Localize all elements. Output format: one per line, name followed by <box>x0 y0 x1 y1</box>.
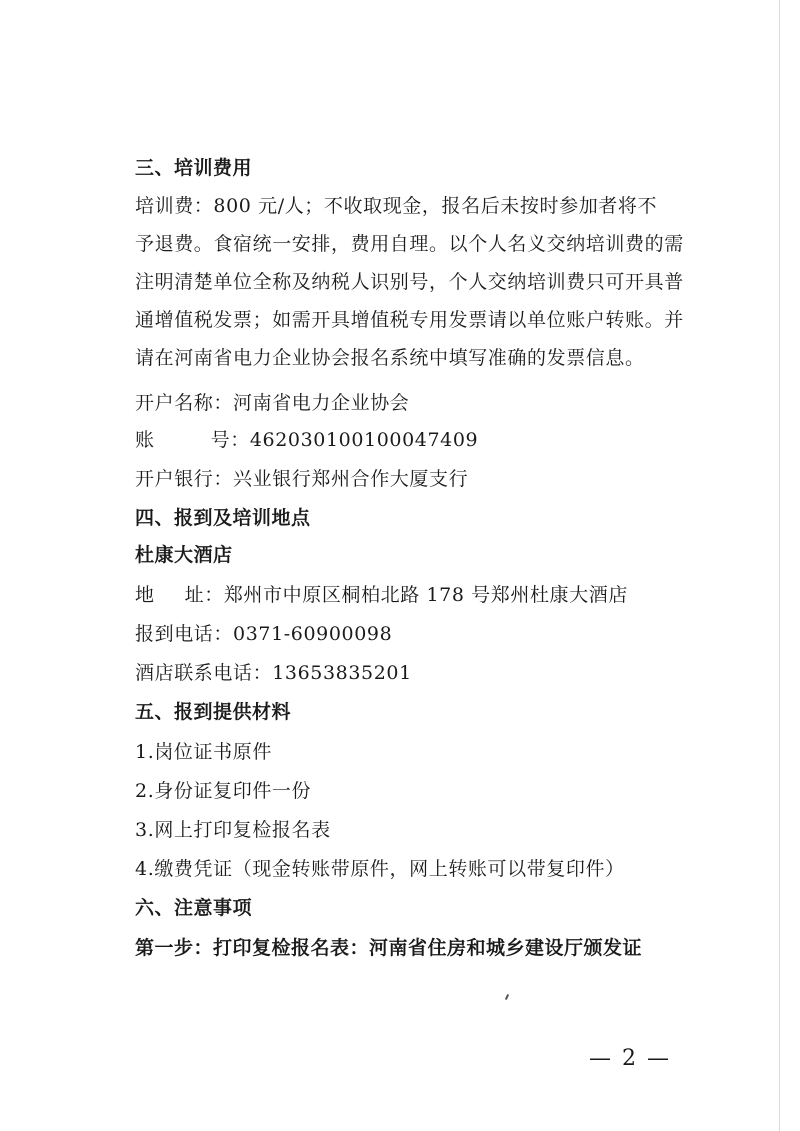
address-label-part2: 址： <box>184 584 224 606</box>
account-number-line <box>135 427 478 453</box>
paragraph-line: 注明清楚单位全称及纳税人识别号，个人交纳培训费只可开具普 <box>135 271 684 293</box>
section-4-heading: 四、报到及培训地点 <box>135 507 311 529</box>
account-number-label-part1: 账 <box>135 429 155 451</box>
paragraph-line: 予退费。食宿统一安排，费用自理。以个人名义交纳培训费的需 <box>135 233 684 255</box>
section-6-heading: 六、注意事项 <box>135 897 253 919</box>
address-value: 郑州市中原区桐柏北路 178 号郑州杜康大酒店 <box>223 584 628 606</box>
material-item: 1.岗位证书原件 <box>135 741 272 763</box>
bank-line: 开户银行：兴业银行郑州合作大厦支行 <box>135 468 469 490</box>
scan-speck <box>505 994 509 1000</box>
paragraph-line: 请在河南省电力企业协会报名系统中填写准确的发票信息。 <box>135 347 645 369</box>
address-line <box>135 582 628 608</box>
page-number: — 2 — <box>589 1046 671 1071</box>
section-5-heading: 五、报到提供材料 <box>135 701 292 723</box>
step-1-line: 第一步：打印复检报名表：河南省住房和城乡建设厅颁发证 <box>135 937 643 959</box>
account-number-value: 462030100100047409 <box>249 429 479 451</box>
material-item: 4.缴费凭证（现金转账带原件，网上转账可以带复印件） <box>135 858 625 880</box>
material-item: 3.网上打印复检报名表 <box>135 819 331 841</box>
hotel-name: 杜康大酒店 <box>135 544 233 566</box>
account-name-line: 开户名称：河南省电力企业协会 <box>135 392 410 414</box>
paragraph-line: 培训费：800 元/人；不收取现金，报名后未按时参加者将不 <box>135 195 658 217</box>
page-edge-line <box>779 0 780 1131</box>
material-item: 2.身份证复印件一份 <box>135 780 312 802</box>
hotel-phone-line: 酒店联系电话：13653835201 <box>135 662 412 684</box>
section-3-heading: 三、培训费用 <box>135 157 253 179</box>
paragraph-line: 通增值税发票；如需开具增值税专用发票请以单位账户转账。并 <box>135 309 684 331</box>
account-number-label-part2: 号： <box>210 429 250 451</box>
address-label-part1: 地 <box>135 584 155 606</box>
checkin-phone-line: 报到电话：0371-60900098 <box>135 623 393 645</box>
